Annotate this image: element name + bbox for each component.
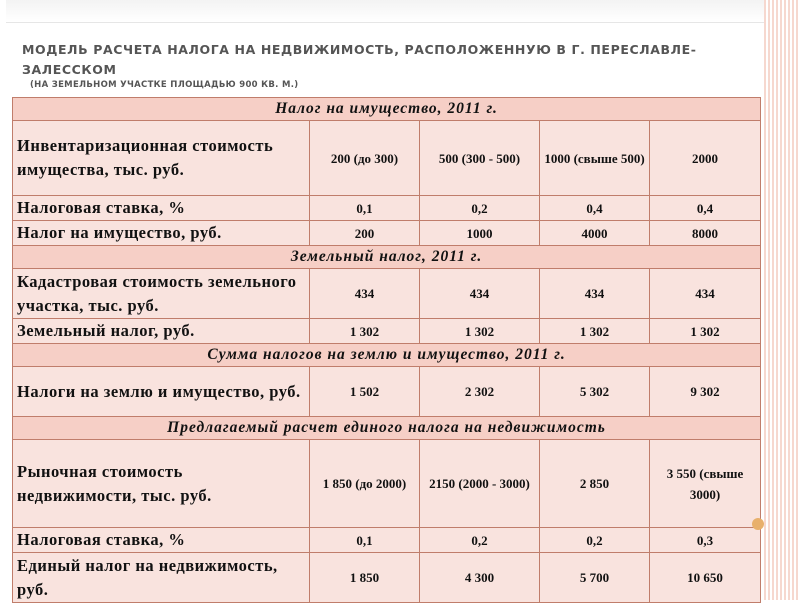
row-label: Кадастровая стоимость земельного участка, тыс. руб. [13, 269, 310, 319]
cell-value: 2 850 [540, 440, 650, 528]
table-row-taxes-total [13, 367, 761, 417]
row-label: Налог на имущество, руб. [13, 221, 310, 246]
row-label: Земельный налог, руб. [13, 319, 310, 344]
table-row-rate1 [13, 196, 761, 221]
cell-value: 434 [420, 269, 540, 319]
cell-value: 200 [310, 221, 420, 246]
cell-value: 1 302 [650, 319, 761, 344]
cell-value: 200 (до 300) [310, 121, 420, 196]
cell-value: 1 850 (до 2000) [310, 440, 420, 528]
table-row-land-tax [13, 319, 761, 344]
table-row-rate2 [13, 528, 761, 553]
cell-value: 9 302 [650, 367, 761, 417]
cell-value: 3 550 (свыше 3000) [650, 440, 761, 528]
section-header-land [13, 246, 761, 269]
section-title: Налог на имущество, 2011 г. [13, 98, 761, 121]
decorative-stripes [764, 0, 800, 600]
table-row-inventory [13, 121, 761, 196]
tax-table [12, 97, 761, 603]
table-row-property-tax [13, 221, 761, 246]
slide-subtitle: (НА ЗЕМЕЛЬНОМ УЧАСТКЕ ПЛОЩАДЬЮ 900 КВ. М.) [30, 80, 299, 90]
cell-value: 0,4 [650, 196, 761, 221]
cell-value: 10 650 [650, 553, 761, 603]
cell-value: 5 700 [540, 553, 650, 603]
section-header-property [13, 98, 761, 121]
cell-value: 4 300 [420, 553, 540, 603]
slide-title: МОДЕЛЬ РАСЧЕТА НАЛОГА НА НЕДВИЖИМОСТЬ, РАСПОЛОЖЕННУЮ В Г. ПЕРЕСЛАВЛЕ-ЗАЛЕССКОМ [22, 42, 697, 77]
section-header-sum [13, 344, 761, 367]
row-label: Налоговая ставка, % [13, 528, 310, 553]
cell-value: 434 [650, 269, 761, 319]
cell-value: 0,2 [420, 196, 540, 221]
section-header-proposed [13, 417, 761, 440]
section-title: Сумма налогов на землю и имущество, 2011 г. [13, 344, 761, 367]
table-row-single-tax [13, 553, 761, 603]
cell-value: 1 302 [310, 319, 420, 344]
row-label: Рыночная стоимость недвижимости, тыс. руб. [13, 440, 310, 528]
cell-value: 1 302 [420, 319, 540, 344]
cell-value: 1 502 [310, 367, 420, 417]
cell-value: 1000 [420, 221, 540, 246]
top-band [6, 0, 764, 23]
cell-value: 0,2 [420, 528, 540, 553]
cell-value: 2 302 [420, 367, 540, 417]
cell-value: 1000 (свыше 500) [540, 121, 650, 196]
cell-value: 0,1 [310, 196, 420, 221]
cell-value: 8000 [650, 221, 761, 246]
cell-value: 4000 [540, 221, 650, 246]
cell-value: 0,1 [310, 528, 420, 553]
section-title: Земельный налог, 2011 г. [13, 246, 761, 269]
section-title: Предлагаемый расчет единого налога на недвижимость [13, 417, 761, 440]
table-row-market [13, 440, 761, 528]
cell-value: 2150 (2000 - 3000) [420, 440, 540, 528]
cell-value: 434 [310, 269, 420, 319]
cell-value: 0,2 [540, 528, 650, 553]
cell-value: 1 302 [540, 319, 650, 344]
cell-value: 0,3 [650, 528, 761, 553]
table-row-cadastral [13, 269, 761, 319]
row-label: Единый налог на недвижимость, руб. [13, 553, 310, 603]
cell-value: 500 (300 - 500) [420, 121, 540, 196]
cell-value: 0,4 [540, 196, 650, 221]
cell-value: 1 850 [310, 553, 420, 603]
row-label: Налоговая ставка, % [13, 196, 310, 221]
cell-value: 5 302 [540, 367, 650, 417]
cell-value: 2000 [650, 121, 761, 196]
decorative-dot [752, 518, 764, 530]
row-label: Налоги на землю и имущество, руб. [13, 367, 310, 417]
row-label: Инвентаризационная стоимость имущества, тыс. руб. [13, 121, 310, 196]
cell-value: 434 [540, 269, 650, 319]
